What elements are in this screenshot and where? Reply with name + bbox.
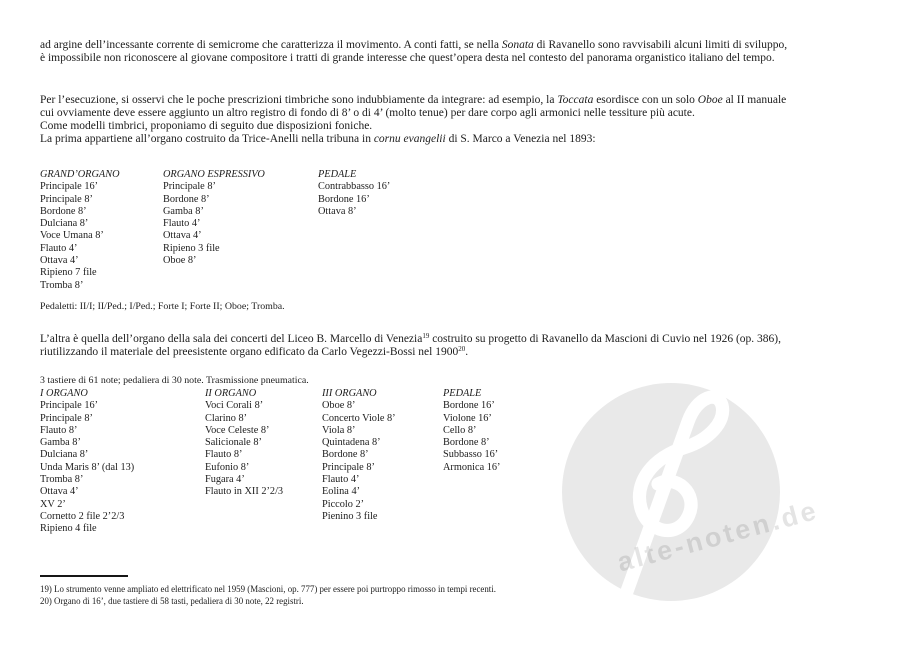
stop-item: Quintadena 8’ — [322, 437, 381, 449]
stop-item: Fugara 4’ — [205, 474, 245, 486]
text-line: è impossibile non riconoscere al giovane compositore i tratti di grande interesse che quest’opera desta nel contesto del panorama organistico italiano del tempo. — [40, 52, 775, 65]
stop-item: Voce Celeste 8’ — [205, 424, 270, 436]
stop-item: Ripieno 3 file — [163, 242, 220, 254]
stop-item: Ottava 4’ — [40, 486, 79, 498]
text-line: cui ovviamente deve essere aggiunto un altro registro di fondo di 8’ o di 4’ (molto tenue) per dare corpo agli armonici nelle tessiture più acute. — [40, 107, 695, 120]
stop-item: Clarino 8’ — [205, 412, 248, 424]
stop-item: Unda Maris 8’ (dal 13) — [40, 461, 135, 473]
stop-item: Principale 8’ — [40, 193, 93, 205]
stop-item: Principale 8’ — [40, 412, 93, 424]
stop-list-column — [40, 169, 120, 292]
stop-item: Eolina 4’ — [322, 486, 361, 498]
stop-list-column — [318, 169, 390, 218]
stop-item: Piccolo 2’ — [322, 498, 365, 510]
text-line: Per l’esecuzione, si osservi che le poche prescrizioni timbriche sono indubbiamente da integrare: ad esempio, la Toccata esordisce con un solo Oboe al II manuale — [40, 94, 787, 106]
stop-list-mascioni — [40, 388, 860, 548]
stop-item: Contrabbasso 16’ — [318, 181, 391, 193]
stop-item: Principale 8’ — [163, 181, 216, 193]
stop-item: Flauto 4’ — [40, 242, 78, 254]
text-line: ad argine dell’incessante corrente di semicrome che caratterizza il movimento. A conti fatti, se nella Sonata di Ravanello sono ravvisabili alcuni limiti di sviluppo, — [40, 39, 788, 51]
stop-item: Gamba 8’ — [163, 205, 204, 217]
stop-item: Cello 8’ — [443, 424, 477, 436]
footnotes — [40, 584, 496, 608]
stop-item: XV 2’ — [40, 498, 66, 510]
stop-item: Viola 8’ — [322, 424, 356, 436]
stop-item: Flauto 4’ — [322, 474, 360, 486]
stop-item: Armonica 16’ — [443, 461, 501, 473]
stop-item: Voce Umana 8’ — [40, 230, 104, 242]
stop-item: Voci Corali 8’ — [205, 400, 264, 412]
stop-item: Principale 16’ — [40, 181, 99, 193]
stop-item: Ripieno 4 file — [40, 523, 97, 535]
stop-item: Oboe 8’ — [163, 255, 197, 267]
stop-list-column — [322, 388, 396, 523]
text-line: riutilizzando il materiale del preesistente organo edificato da Carlo Vegezzi-Bossi nel 1900$^{20}$. — [40, 345, 469, 359]
stop-item: Dulciana 8’ — [40, 218, 89, 230]
stop-item: Flauto 4’ — [163, 218, 201, 230]
stop-item: Concerto Viole 8’ — [322, 412, 396, 424]
stop-list-column — [163, 169, 265, 267]
stop-item: Bordone 8’ — [40, 205, 87, 217]
stop-list-column — [40, 388, 134, 536]
stop-list-header: PEDALE — [443, 388, 482, 399]
stop-item: Bordone 8’ — [443, 437, 490, 449]
text-line: 20) Organo di 16’, due tastiere di 58 tasti, pedaliera di 30 note, 22 registri. — [40, 595, 304, 606]
stop-item: Oboe 8’ — [322, 400, 356, 412]
pedaletti-line: Pedaletti: II/I; II/Ped.; I/Ped.; Forte I; Forte II; Oboe; Tromba. — [40, 301, 285, 312]
stop-item: Principale 8’ — [322, 461, 375, 473]
stop-item: Flauto 8’ — [205, 449, 243, 461]
text-line: La prima appartiene all’organo costruito da Trice-Anelli nella tribuna in cornu evangelii di S. Marco a Venezia nel 1893: — [40, 133, 596, 146]
stop-list-column — [443, 388, 500, 474]
paragraph-intro — [40, 39, 787, 65]
stop-list-header: ORGANO ESPRESSIVO — [163, 169, 265, 180]
stop-list-header: GRAND’ORGANO — [40, 169, 120, 180]
stop-item: Tromba 8’ — [40, 474, 84, 486]
stop-item: Ottava 8’ — [318, 205, 357, 217]
paragraph-esecuzione — [40, 94, 786, 146]
stop-list-header: PEDALE — [318, 169, 357, 180]
stop-list-header: III ORGANO — [322, 388, 377, 399]
stop-list-column — [205, 388, 283, 499]
stop-item: Ottava 4’ — [40, 255, 79, 267]
stop-item: Bordone 8’ — [163, 193, 210, 205]
text-line: L’altra è quella dell’organo della sala dei concerti del Liceo B. Marcello di Venezia$^{19}$ costruito su progetto di Ravanello da Mascioni di Cuvio nel 1926 (op. 386), — [40, 332, 781, 345]
footnote-separator — [40, 575, 128, 577]
stop-item: Bordone 16’ — [443, 400, 495, 412]
stop-item: Violone 16’ — [443, 412, 492, 424]
paragraph-liceo-marcello — [40, 333, 781, 359]
stop-item: Flauto in XII 2’2/3 — [205, 486, 284, 498]
stop-list-header: II ORGANO — [205, 388, 257, 399]
stop-item: Ripieno 7 file — [40, 267, 97, 279]
stop-item: Pienino 3 file — [322, 510, 378, 522]
console-spec-line: 3 tastiere di 61 note; pedaliera di 30 note. Trasmissione pneumatica. — [40, 375, 309, 386]
stop-item: Eufonio 8’ — [205, 461, 250, 473]
stop-item: Tromba 8’ — [40, 279, 84, 291]
stop-item: Ottava 4’ — [163, 230, 202, 242]
footnote-ref: 20 — [458, 345, 466, 354]
watermark-text: alte-noten.de — [613, 494, 822, 578]
stop-item: Dulciana 8’ — [40, 449, 89, 461]
stop-item: Gamba 8’ — [40, 437, 81, 449]
text-line: Come modelli timbrici, proponiamo di seguito due disposizioni foniche. — [40, 120, 373, 133]
stop-item: Bordone 16’ — [318, 193, 370, 205]
stop-item: Subbasso 16’ — [443, 449, 499, 461]
stop-item: Bordone 8’ — [322, 449, 369, 461]
stop-item: Flauto 8’ — [40, 424, 78, 436]
stop-item: Cornetto 2 file 2’2/3 — [40, 510, 125, 522]
text-line: 19) Lo strumento venne ampliato ed elettrificato nel 1959 (Mascioni, op. 777) per essere poi purtroppo rimosso in tempi recenti. — [40, 584, 496, 594]
stop-item: Principale 16’ — [40, 400, 99, 412]
footnote-ref: 19 — [422, 332, 430, 340]
stop-list-header: I ORGANO — [40, 388, 88, 399]
stop-item: Salicionale 8’ — [205, 437, 262, 449]
